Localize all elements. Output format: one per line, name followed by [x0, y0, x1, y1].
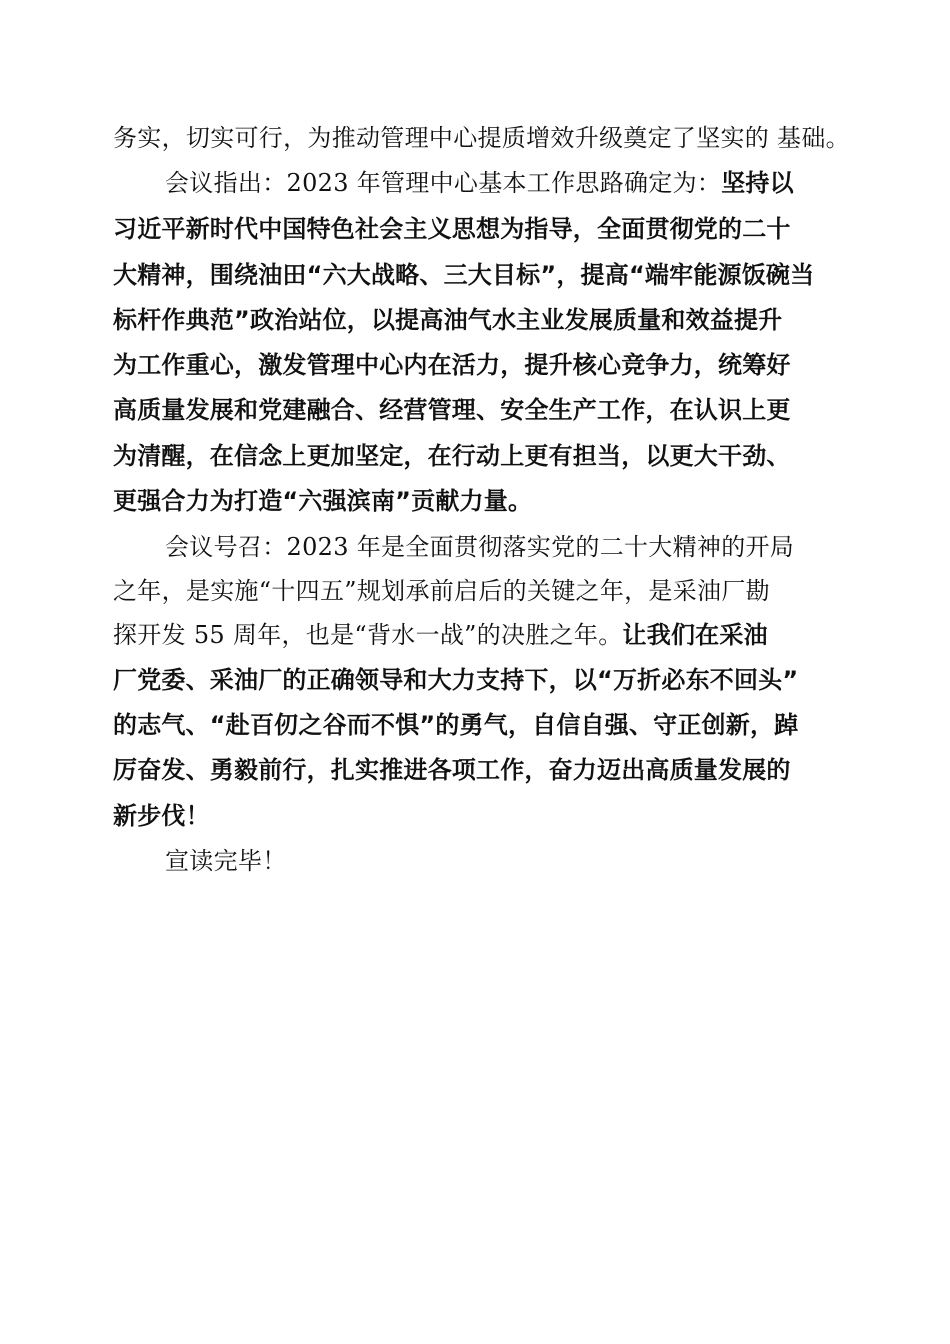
- text-line: [113, 576, 770, 606]
- para3-line6: 厉奋发、勇毅前行，扎实推进各项工作，奋力迈出高质量发展的: [113, 756, 791, 784]
- para3-line7: 新步伐！: [113, 802, 210, 830]
- para3-line3-bold: 让我们在采油: [622, 621, 768, 649]
- text-line: [113, 395, 791, 425]
- text-line: [113, 665, 798, 695]
- para3-line4: 厂党委、采油厂的正确领导和大力支持下，以“万折必东不回头”: [113, 666, 799, 694]
- para2-line7: 为清醒，在信念上更加坚定，在行动上更有担当，以更大干劲、: [113, 442, 791, 470]
- text-line: [113, 710, 798, 740]
- text-line: [165, 168, 794, 199]
- para2-line2: 习近平新时代中国特色社会主义思想为指导，全面贯彻党的二十: [113, 215, 791, 243]
- text-line: [113, 214, 791, 244]
- text-line: [113, 441, 791, 471]
- para2-line1-serif: 会议指出：2023 年管理中心基本工作思路确定为：: [165, 169, 722, 197]
- para2-line6: 高质量发展和党建融合、经营管理、安全生产工作，在认识上更: [113, 396, 791, 424]
- text-line: [113, 260, 814, 290]
- para3-line3-serif: 探开发 55 周年，也是“背水一战”的决胜之年。: [113, 621, 623, 649]
- para2-line1-bold: 坚持以: [721, 169, 794, 197]
- text-line: [113, 755, 791, 785]
- text-line: [113, 486, 532, 516]
- text-line: [113, 305, 782, 335]
- para2-line3: 大精神，围绕油田“六大战略、三大目标”，提高“端牢能源饭碗当: [113, 261, 815, 289]
- para3-line5: 的志气、“赴百仞之谷而不惧”的勇气，自信自强、守正创新，踔: [113, 711, 799, 739]
- text-line: [113, 123, 850, 153]
- para2-line8: 更强合力为打造“六强滨南”贡献力量。: [113, 487, 533, 515]
- para2-line4: 标杆作典范”政治站位，以提高油气水主业发展质量和效益提升: [113, 306, 783, 334]
- text-line: [113, 801, 210, 831]
- text-line: [165, 532, 794, 562]
- para1-line1: 务实，切实可行，为推动管理中心提质增效升级奠定了坚实的 基础。: [113, 124, 850, 152]
- para2-line5: 为工作重心，激发管理中心内在活力，提升核心竞争力，统筹好: [113, 351, 791, 379]
- text-line: [113, 350, 791, 380]
- para3-line2: 之年，是实施“十四五”规划承前启后的关键之年，是采油厂勘: [113, 577, 770, 605]
- para3-line1: 会议号召：2023 年是全面贯彻落实党的二十大精神的开局: [165, 533, 795, 561]
- para4-line1: 宣读完毕！: [165, 847, 287, 875]
- text-line: [113, 620, 768, 651]
- text-line: [165, 846, 287, 876]
